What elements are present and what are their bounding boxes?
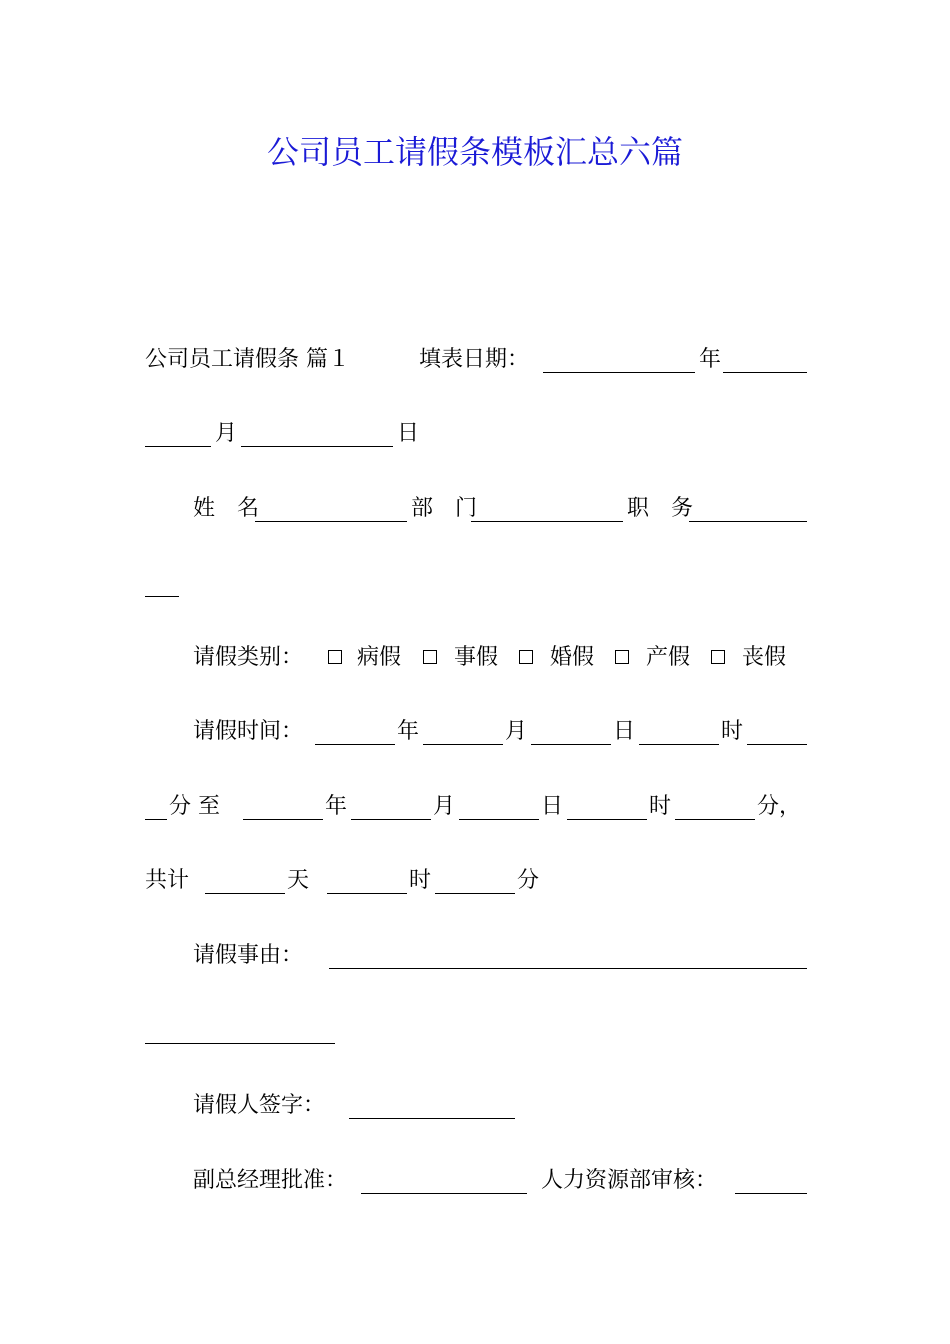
employee-line (145, 489, 807, 529)
start-hour-label: 时 (721, 719, 744, 744)
position-blank-b[interactable] (145, 596, 179, 597)
fill-year-blank[interactable] (543, 372, 695, 373)
minute-to-label: 分 至 (169, 794, 220, 819)
day-label: 日 (397, 421, 420, 446)
signature-label: 请假人签字： (193, 1093, 326, 1118)
total-days-blank[interactable] (205, 893, 285, 894)
start-year-label: 年 (397, 719, 420, 744)
fill-month-blank-a[interactable] (723, 372, 807, 373)
days-label: 天 (287, 868, 310, 893)
end-day-blank[interactable] (459, 819, 539, 820)
position-blank-a[interactable] (689, 521, 807, 522)
start-month-label: 月 (505, 719, 528, 744)
date-line (145, 414, 807, 454)
start-minute-blank-a[interactable] (747, 744, 807, 745)
option-sick: 病假 (357, 645, 402, 670)
option-maternity: 产假 (646, 645, 691, 670)
dept-blank[interactable] (471, 521, 623, 522)
start-hour-blank[interactable] (639, 744, 719, 745)
leave-time-end-line (145, 787, 807, 827)
name-blank[interactable] (255, 521, 407, 522)
signature-blank[interactable] (349, 1118, 515, 1119)
minutes-label: 分 (517, 868, 540, 893)
hr-review-blank[interactable] (735, 1193, 807, 1194)
end-year-blank[interactable] (243, 819, 323, 820)
year-label: 年 (699, 347, 722, 372)
total-hours-blank[interactable] (327, 893, 407, 894)
start-year-blank[interactable] (315, 744, 395, 745)
leave-time-label: 请假时间： (193, 719, 304, 744)
start-month-blank[interactable] (423, 744, 503, 745)
checkbox-bereavement[interactable] (711, 650, 725, 664)
section-label: 公司员工请假条 篇１ (145, 347, 350, 372)
signature-line (145, 1086, 807, 1126)
reason-continue-line (145, 1011, 807, 1051)
position-continue-line (145, 564, 807, 604)
header-line (145, 340, 807, 380)
end-hour-label: 时 (649, 794, 672, 819)
end-year-label: 年 (325, 794, 348, 819)
hr-review-label: 人力资源部审核： (541, 1168, 718, 1193)
vp-approval-label: 副总经理批准： (193, 1168, 348, 1193)
name-label: 姓 名 (193, 496, 260, 521)
leave-type-line (145, 638, 807, 678)
end-minute-blank[interactable] (675, 819, 755, 820)
reason-blank-a[interactable] (329, 968, 807, 969)
option-marriage: 婚假 (550, 645, 595, 670)
position-label: 职 务 (627, 496, 694, 521)
document-title: 公司员工请假条模板汇总六篇 (266, 133, 683, 171)
dept-label: 部 门 (411, 496, 478, 521)
reason-blank-b[interactable] (145, 1043, 335, 1044)
checkbox-personal[interactable] (423, 650, 437, 664)
option-personal: 事假 (454, 645, 499, 670)
vp-approval-blank[interactable] (361, 1193, 527, 1194)
checkbox-sick[interactable] (328, 650, 342, 664)
fill-month-blank-b[interactable] (145, 446, 211, 447)
end-month-label: 月 (433, 794, 456, 819)
checkbox-marriage[interactable] (519, 650, 533, 664)
approval-line (145, 1161, 807, 1201)
end-hour-blank[interactable] (567, 819, 647, 820)
leave-time-line (145, 712, 807, 752)
hours-label: 时 (409, 868, 432, 893)
reason-label: 请假事由： (193, 943, 304, 968)
start-minute-blank-b[interactable] (145, 819, 167, 820)
reason-line (145, 936, 807, 976)
fill-day-blank[interactable] (241, 446, 393, 447)
month-label: 月 (215, 421, 238, 446)
end-day-label: 日 (541, 794, 564, 819)
leave-type-label: 请假类别： (193, 645, 304, 670)
total-label: 共计 (145, 868, 190, 893)
checkbox-maternity[interactable] (615, 650, 629, 664)
total-line (145, 861, 807, 901)
end-month-blank[interactable] (351, 819, 431, 820)
start-day-label: 日 (613, 719, 636, 744)
end-minute-label: 分， (757, 794, 802, 819)
fill-date-label: 填表日期： (419, 347, 530, 372)
total-minutes-blank[interactable] (435, 893, 515, 894)
option-bereavement: 丧假 (742, 645, 787, 670)
start-day-blank[interactable] (531, 744, 611, 745)
